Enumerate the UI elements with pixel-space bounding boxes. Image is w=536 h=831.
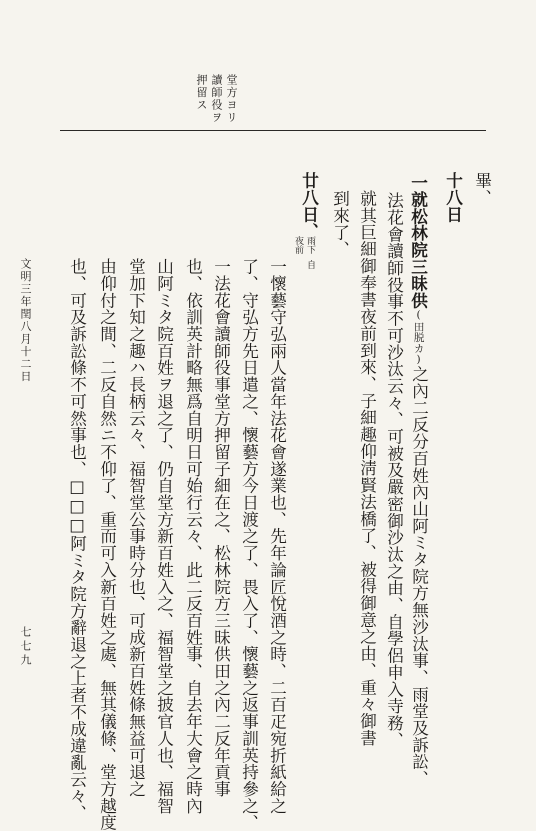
margin-note-col-3: 押留ス (195, 74, 208, 112)
text-column-11: 也、依訓英計略無爲自明日可始行云々、此二反百姓事、自去年大會之時內 (183, 258, 203, 815)
text-column-8: 一懷藝守弘兩人當年法花會遂業也、先年論匠悅酒之時、二百疋宛折紙給之 (267, 258, 287, 815)
text-column-12: 山阿ミタ院百姓ヲ退之了、仍自堂方新百姓入之、福智堂之披官人也、福智 (154, 258, 174, 815)
text-column-14: 由仰付之間、二反自然ニ不仰了、重而可入新百姓之處、無其儀條、堂方越度 (97, 258, 117, 831)
date-heading-28: 廿八日、 (299, 172, 320, 240)
margin-note-col-1: 堂方ヨリ (225, 74, 238, 124)
text-column-1: 畢、 (472, 172, 492, 206)
date-heading-18: 十八日 (443, 172, 464, 223)
text-column-3 (410, 174, 427, 787)
text-column-4: 法花會讀師役事不可沙汰云々、可被及嚴密御沙汰之由、自學侶申入寺務、 (384, 192, 404, 749)
header-rule (60, 130, 486, 131)
weather-note-2: 夜前 (293, 236, 303, 254)
margin-note-col-2: 讀師役ヲ (210, 74, 223, 124)
running-head: 文明三年閏八月十二日 (19, 258, 32, 383)
text-column-9: 了、守弘方先日遣之、懷藝方今日渡之了、畏入了、懷藝之返事訓英持參之、 (239, 258, 259, 831)
weather-note-3: 自 (305, 260, 315, 269)
text-column-15: 也、可及訴訟條不可然事也、□□□阿ミタ院方辭退之上者不成違亂云々、 (67, 258, 87, 822)
weather-note-1: 雨下 (305, 236, 315, 254)
text-column-3-head: 一就松林院三昧供 (408, 174, 429, 309)
text-column-6: 到來了、 (330, 190, 350, 258)
text-column-3-tail: 之內二反分百姓內山阿ミタ院方無沙汰事、雨堂及訴訟、 (409, 365, 429, 787)
editorial-note: (田脱カ) (412, 308, 425, 366)
text-column-13: 堂加下知之趣ハ長柄云々、福智堂公事時分也、可成新百姓條無益可退之 (126, 258, 146, 798)
text-column-10: 一法花會讀師役事堂方押留子細在之、松林院方三昧供田之內二反年貢事 (211, 258, 231, 798)
page-number: 七七九 (19, 626, 32, 668)
text-column-5: 就其巨細御奉書夜前到來、子細趣仰淸賢法橋了、被得御意之由、重々御書 (357, 190, 377, 747)
